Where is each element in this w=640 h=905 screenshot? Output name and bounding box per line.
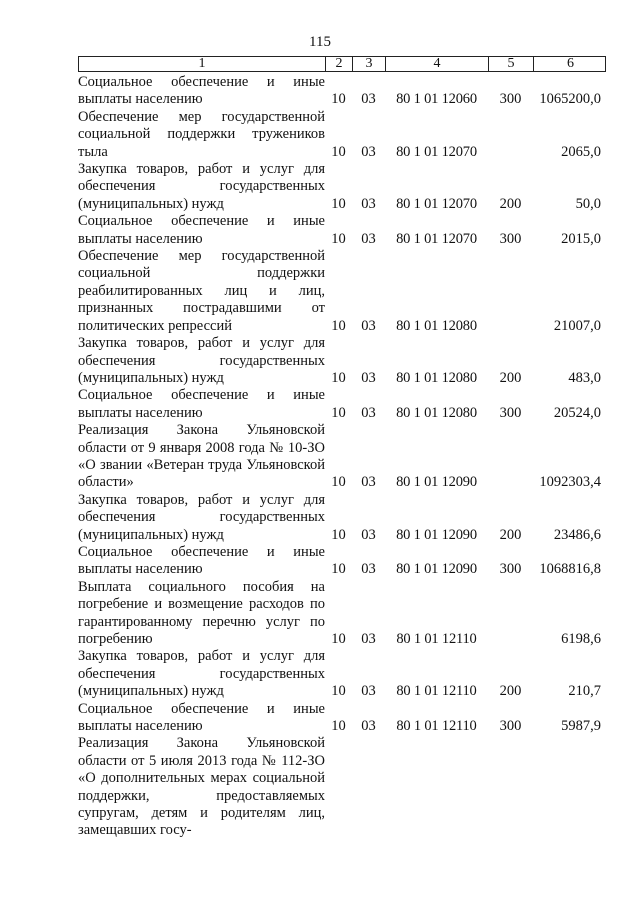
table-row [78, 735, 606, 839]
subsection-cell: 03 [361, 631, 376, 647]
amount-cell: 5987,9 [561, 718, 601, 735]
budget-table-body [78, 74, 606, 840]
section-cell: 10 [331, 561, 346, 578]
expense-type-cell: 300 [499, 718, 522, 735]
subsection-cell: 03 [361, 561, 376, 578]
expense-type-cell: 300 [499, 561, 522, 578]
row-description: Закупка товаров, работ и услуг для обеспечения государственных (муниципальных) нужд [78, 161, 325, 212]
table-row [78, 74, 606, 109]
expense-type-cell: 200 [499, 526, 522, 543]
expense-type-cell: 200 [499, 195, 522, 212]
section-cell: 10 [331, 195, 346, 212]
subsection-cell: 03 [361, 230, 376, 247]
table-row [78, 648, 606, 700]
row-description: Социальное обеспечение и иные выплаты населению [78, 387, 325, 421]
amount-cell: 483,0 [568, 369, 601, 386]
subsection-cell: 03 [361, 718, 376, 735]
section-cell: 10 [331, 631, 346, 647]
amount-cell: 21007,0 [553, 317, 601, 334]
section-cell: 10 [331, 317, 346, 334]
table-row [78, 161, 606, 213]
amount-cell: 20524,0 [553, 404, 601, 421]
amount-cell: 1065200,0 [539, 91, 601, 108]
amount-cell: 210,7 [568, 683, 601, 700]
subsection-cell: 03 [361, 143, 376, 160]
section-cell: 10 [331, 143, 346, 160]
section-cell: 10 [331, 683, 346, 700]
header-col-4: 4 [386, 57, 489, 71]
subsection-cell: 03 [361, 404, 376, 421]
target-article-cell: 80 1 01 12060 [396, 91, 477, 108]
header-col-2: 2 [326, 57, 353, 71]
target-article-cell: 80 1 01 12080 [396, 369, 477, 386]
target-article-cell: 80 1 01 12070 [396, 195, 477, 212]
row-description: Обеспечение мер государственной социальной поддержки реабилитированных лиц и лиц, признанных пострадавшими от политических репрессий [78, 248, 325, 334]
section-cell: 10 [331, 526, 346, 543]
subsection-cell: 03 [361, 369, 376, 386]
row-description: Социальное обеспечение и иные выплаты населению [78, 543, 325, 578]
expense-type-cell: 300 [499, 91, 522, 108]
target-article-cell: 80 1 01 12080 [396, 317, 477, 334]
header-col-1: 1 [79, 57, 326, 71]
subsection-cell: 03 [361, 317, 376, 334]
row-description: Обеспечение мер государственной социальной поддержки тружеников тыла [78, 108, 325, 160]
target-article-cell: 80 1 01 12110 [396, 631, 477, 647]
table-header [78, 56, 606, 72]
amount-cell: 2015,0 [561, 230, 601, 247]
target-article-cell: 80 1 01 12090 [396, 561, 477, 578]
target-article-cell: 80 1 01 12090 [396, 474, 477, 491]
row-description: Закупка товаров, работ и услуг для обеспечения государственных (муниципальных) нужд [78, 491, 325, 543]
row-description: Реализация Закона Ульяновской области от 5 июля 2013 года № 112-ЗО «О дополнительных мерах социальной поддержки, предоставляемых супругам, детям и родителям лиц, замещавших госу- [78, 735, 325, 839]
table-row [78, 701, 606, 736]
row-description: Реализация Закона Ульяновской области от 9 января 2008 года № 10-ЗО «О звании «Ветеран труда Ульяновской области» [78, 422, 325, 491]
section-cell: 10 [331, 230, 346, 247]
section-cell: 10 [331, 718, 346, 735]
target-article-cell: 80 1 01 12110 [396, 718, 477, 735]
header-col-3: 3 [353, 57, 386, 71]
row-description: Закупка товаров, работ и услуг для обеспечения государственных (муниципальных) нужд [78, 648, 325, 700]
table-row [78, 544, 606, 579]
row-description: Социальное обеспечение и иные выплаты населению [78, 74, 325, 108]
table-row [78, 387, 606, 422]
amount-cell: 6198,6 [561, 631, 601, 647]
target-article-cell: 80 1 01 12070 [396, 143, 477, 160]
page-number: 115 [309, 34, 331, 50]
expense-type-cell: 200 [499, 683, 522, 700]
table-row [78, 492, 606, 544]
subsection-cell: 03 [361, 474, 376, 491]
target-article-cell: 80 1 01 12110 [396, 683, 477, 700]
row-description: Выплата социального пособия на погребение и возмещение расходов по гарантированному перечню услуг по погребению [78, 578, 325, 647]
subsection-cell: 03 [361, 91, 376, 108]
subsection-cell: 03 [361, 195, 376, 212]
amount-cell: 1092303,4 [539, 474, 601, 491]
table-row [78, 335, 606, 387]
amount-cell: 50,0 [575, 195, 601, 212]
amount-cell: 23486,6 [553, 526, 601, 543]
subsection-cell: 03 [361, 683, 376, 700]
table-row [78, 109, 606, 161]
header-col-6: 6 [567, 56, 574, 71]
amount-cell: 1068816,8 [539, 561, 601, 578]
expense-type-cell: 300 [499, 404, 522, 421]
table-row [78, 422, 606, 492]
section-cell: 10 [331, 369, 346, 386]
target-article-cell: 80 1 01 12070 [396, 230, 477, 247]
table-row [78, 579, 606, 649]
target-article-cell: 80 1 01 12080 [396, 404, 477, 421]
section-cell: 10 [331, 404, 346, 421]
section-cell: 10 [331, 91, 346, 108]
row-description: Социальное обеспечение и иные выплаты населению [78, 213, 325, 247]
row-description: Социальное обеспечение и иные выплаты населению [78, 700, 325, 735]
amount-cell: 2065,0 [561, 143, 601, 160]
table-row [78, 213, 606, 248]
subsection-cell: 03 [361, 526, 376, 543]
header-col-5: 5 [489, 57, 534, 71]
expense-type-cell: 200 [499, 369, 522, 386]
target-article-cell: 80 1 01 12090 [396, 526, 477, 543]
section-cell: 10 [331, 474, 346, 491]
table-row [78, 248, 606, 335]
expense-type-cell: 300 [499, 230, 522, 247]
row-description: Закупка товаров, работ и услуг для обеспечения государственных (муниципальных) нужд [78, 335, 325, 386]
